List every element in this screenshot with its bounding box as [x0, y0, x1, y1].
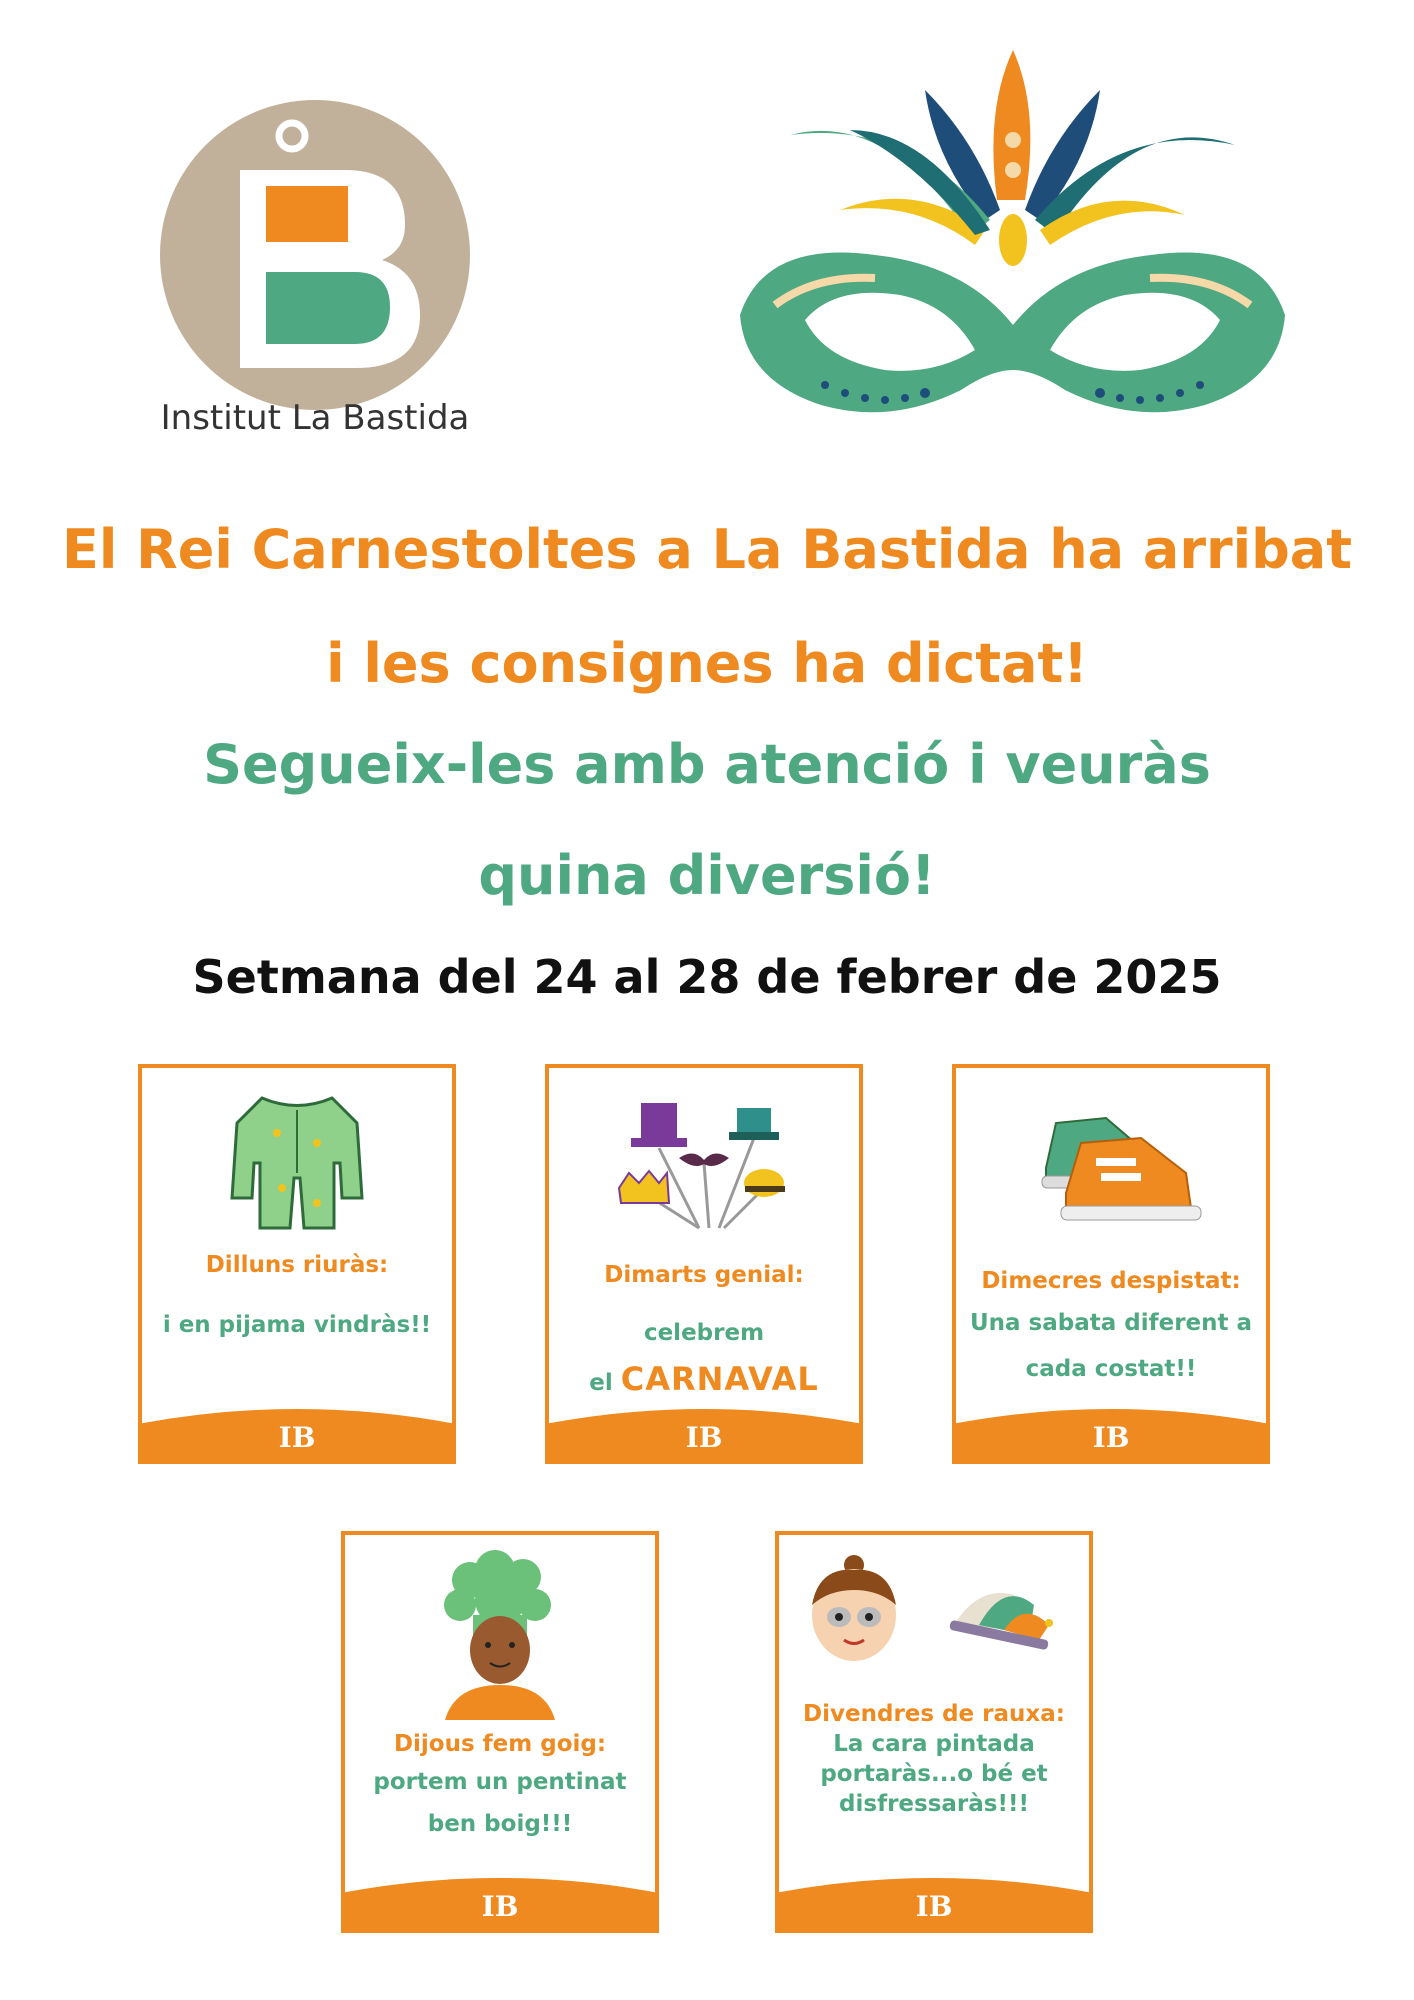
headline-line-4: quina diversió! [478, 844, 936, 907]
party-props-icon [549, 1078, 859, 1238]
card-body: portem un pentinat [373, 1769, 627, 1795]
logo-text: Institut La Bastida [160, 398, 470, 438]
card-body: celebrem [643, 1320, 765, 1346]
logo-ib-icon [160, 100, 470, 410]
headline-line-3: Segueix-les amb atenció i veuràs [203, 733, 1211, 796]
card-body-el: el [589, 1370, 613, 1396]
week-dates: Setmana del 24 al 28 de febrer de 2025 [192, 950, 1222, 1004]
card-body-2: ben boig!!! [427, 1811, 573, 1837]
card-monday [138, 1064, 456, 1464]
card-tuesday [545, 1064, 863, 1464]
card-title: Divendres de rauxa: [803, 1701, 1065, 1727]
card-body-3: disfressaràs!!! [839, 1791, 1029, 1817]
carnaval-line [557, 1358, 851, 1401]
pajamas-icon [142, 1078, 452, 1238]
card-ib-logo: IB [1092, 1421, 1130, 1454]
sneakers-icon [956, 1078, 1266, 1238]
card-body: i en pijama vindràs!! [162, 1312, 432, 1338]
logo-circle [160, 100, 470, 410]
card-thursday [341, 1531, 659, 1933]
card-ib-logo: IB [278, 1421, 316, 1454]
carnival-mask-icon [735, 50, 1290, 430]
card-body-2: cada costat!! [1025, 1356, 1197, 1382]
card-title: Dimecres despistat: [981, 1268, 1241, 1294]
headline-line-1: El Rei Carnestoltes a La Bastida ha arribat [61, 518, 1353, 581]
card-wednesday [952, 1064, 1270, 1464]
school-logo [160, 100, 470, 445]
card-title: Dimarts genial: [604, 1262, 804, 1288]
card-ib-logo: IB [685, 1421, 723, 1454]
card-title: Dijous fem goig: [393, 1731, 607, 1757]
carnaval-word: CARNAVAL [620, 1360, 819, 1398]
card-body: La cara pintada [833, 1731, 1035, 1757]
card-title: Dilluns riuràs: [205, 1252, 389, 1278]
card-body: Una sabata diferent a [969, 1310, 1253, 1336]
headline-line-2: i les consignes ha dictat! [326, 632, 1088, 695]
card-body-2: portaràs...o bé et [820, 1761, 1048, 1787]
card-ib-logo: IB [481, 1890, 519, 1923]
card-friday [775, 1531, 1093, 1933]
card-ib-logo: IB [915, 1890, 953, 1923]
crazy-hair-icon [345, 1545, 655, 1725]
painted-face-icon [779, 1545, 1089, 1705]
